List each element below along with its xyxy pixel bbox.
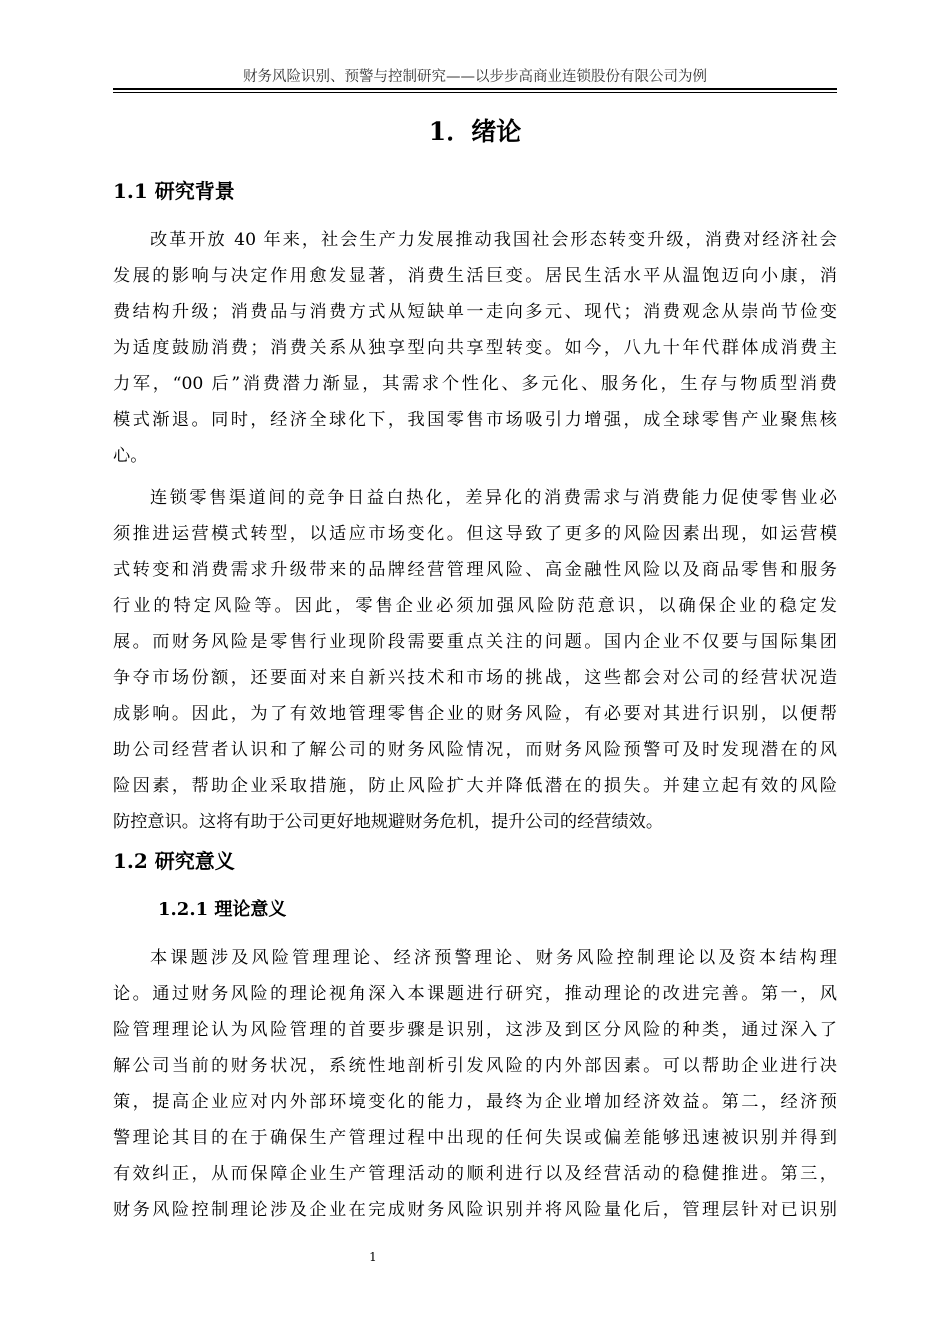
paragraph-line: 策，提高企业应对内外部环境变化的能力，最终为企业增加经济效益。第二，经济预 xyxy=(113,1092,837,1112)
paragraph-line: 模式渐退。同时，经济全球化下，我国零售市场吸引力增强，成全球零售产业聚焦核 xyxy=(113,410,837,430)
chapter-title: 1．绪论 xyxy=(428,117,522,146)
section-heading-1-1: 1.1 研究背景 xyxy=(113,179,235,203)
paragraph-line: 须推进运营模式转型，以适应市场变化。但这导致了更多的风险因素出现，如运营模 xyxy=(113,524,837,544)
paragraph-theoretical-significance xyxy=(113,940,837,1228)
paragraph-line: 式转变和消费需求升级带来的品牌经营管理风险、高金融性风险以及商品零售和服务 xyxy=(113,560,837,580)
paragraph-line: 本课题涉及风险管理理论、经济预警理论、财务风险控制理论以及资本结构理 xyxy=(150,948,837,968)
paragraph-line: 财务风险控制理论涉及企业在完成财务风险识别并将风险量化后，管理层针对已识别 xyxy=(113,1200,837,1220)
paragraph-line: 有效纠正，从而保障企业生产管理活动的顺利进行以及经营活动的稳健推进。第三， xyxy=(113,1164,837,1184)
paragraph-line: 成影响。因此，为了有效地管理零售企业的财务风险，有必要对其进行识别，以便帮 xyxy=(113,704,837,724)
paragraph-line: 展。而财务风险是零售行业现阶段需要重点关注的问题。国内企业不仅要与国际集团 xyxy=(113,632,837,652)
section-heading-1-2: 1.2 研究意义 xyxy=(113,849,235,873)
paragraph-line: 论。通过财务风险的理论视角深入本课题进行研究，推动理论的改进完善。第一，风 xyxy=(113,984,837,1004)
paragraph-line: 心。 xyxy=(113,446,148,466)
paragraph-line: 发展的影响与决定作用愈发显著，消费生活巨变。居民生活水平从温饱迈向小康，消 xyxy=(113,266,837,286)
paragraph-line: 防控意识。这将有助于公司更好地规避财务危机，提升公司的经营绩效。 xyxy=(113,812,664,832)
paragraph-line: 争夺市场份额，还要面对来自新兴技术和市场的挑战，这些都会对公司的经营状况造 xyxy=(113,668,837,688)
paragraph-line: 解公司当前的财务状况，系统性地剖析引发风险的内外部因素。可以帮助企业进行决 xyxy=(113,1056,837,1076)
subsection-heading-1-2-1: 1.2.1 理论意义 xyxy=(158,899,287,920)
paragraph-line: 力军，“00 后”消费潜力渐显，其需求个性化、多元化、服务化，生存与物质型消费 xyxy=(113,374,837,394)
header-rule-thick xyxy=(113,88,837,90)
paragraph-research-background-1 xyxy=(113,222,837,474)
paragraph-line: 险因素，帮助企业采取措施，防止风险扩大并降低潜在的损失。并建立起有效的风险 xyxy=(113,776,837,796)
paragraph-line: 行业的特定风险等。因此，零售企业必须加强风险防范意识，以确保企业的稳定发 xyxy=(113,596,837,616)
paragraph-line: 为适度鼓励消费；消费关系从独享型向共享型转变。如今，八九十年代群体成消费主 xyxy=(113,338,837,358)
paragraph-line: 警理论其目的在于确保生产管理过程中出现的任何失误或偏差能够迅速被识别并得到 xyxy=(113,1128,837,1148)
running-header: 财务风险识别、预警与控制研究——以步步高商业连锁股份有限公司为例 xyxy=(243,69,707,85)
paragraph-research-background-2 xyxy=(113,480,837,840)
page-number: 1 xyxy=(369,1250,377,1264)
paragraph-line: 险管理理论认为风险管理的首要步骤是识别，这涉及到区分风险的种类，通过深入了 xyxy=(113,1020,837,1040)
paragraph-line: 费结构升级；消费品与消费方式从短缺单一走向多元、现代；消费观念从崇尚节俭变 xyxy=(113,302,837,322)
header-rule-thin xyxy=(113,92,837,93)
paragraph-line: 连锁零售渠道间的竞争日益白热化，差异化的消费需求与消费能力促使零售业必 xyxy=(150,488,837,508)
paragraph-line: 助公司经营者认识和了解公司的财务风险情况，而财务风险预警可及时发现潜在的风 xyxy=(113,740,837,760)
paragraph-line: 改革开放 40 年来，社会生产力发展推动我国社会形态转变升级，消费对经济社会 xyxy=(150,230,837,250)
